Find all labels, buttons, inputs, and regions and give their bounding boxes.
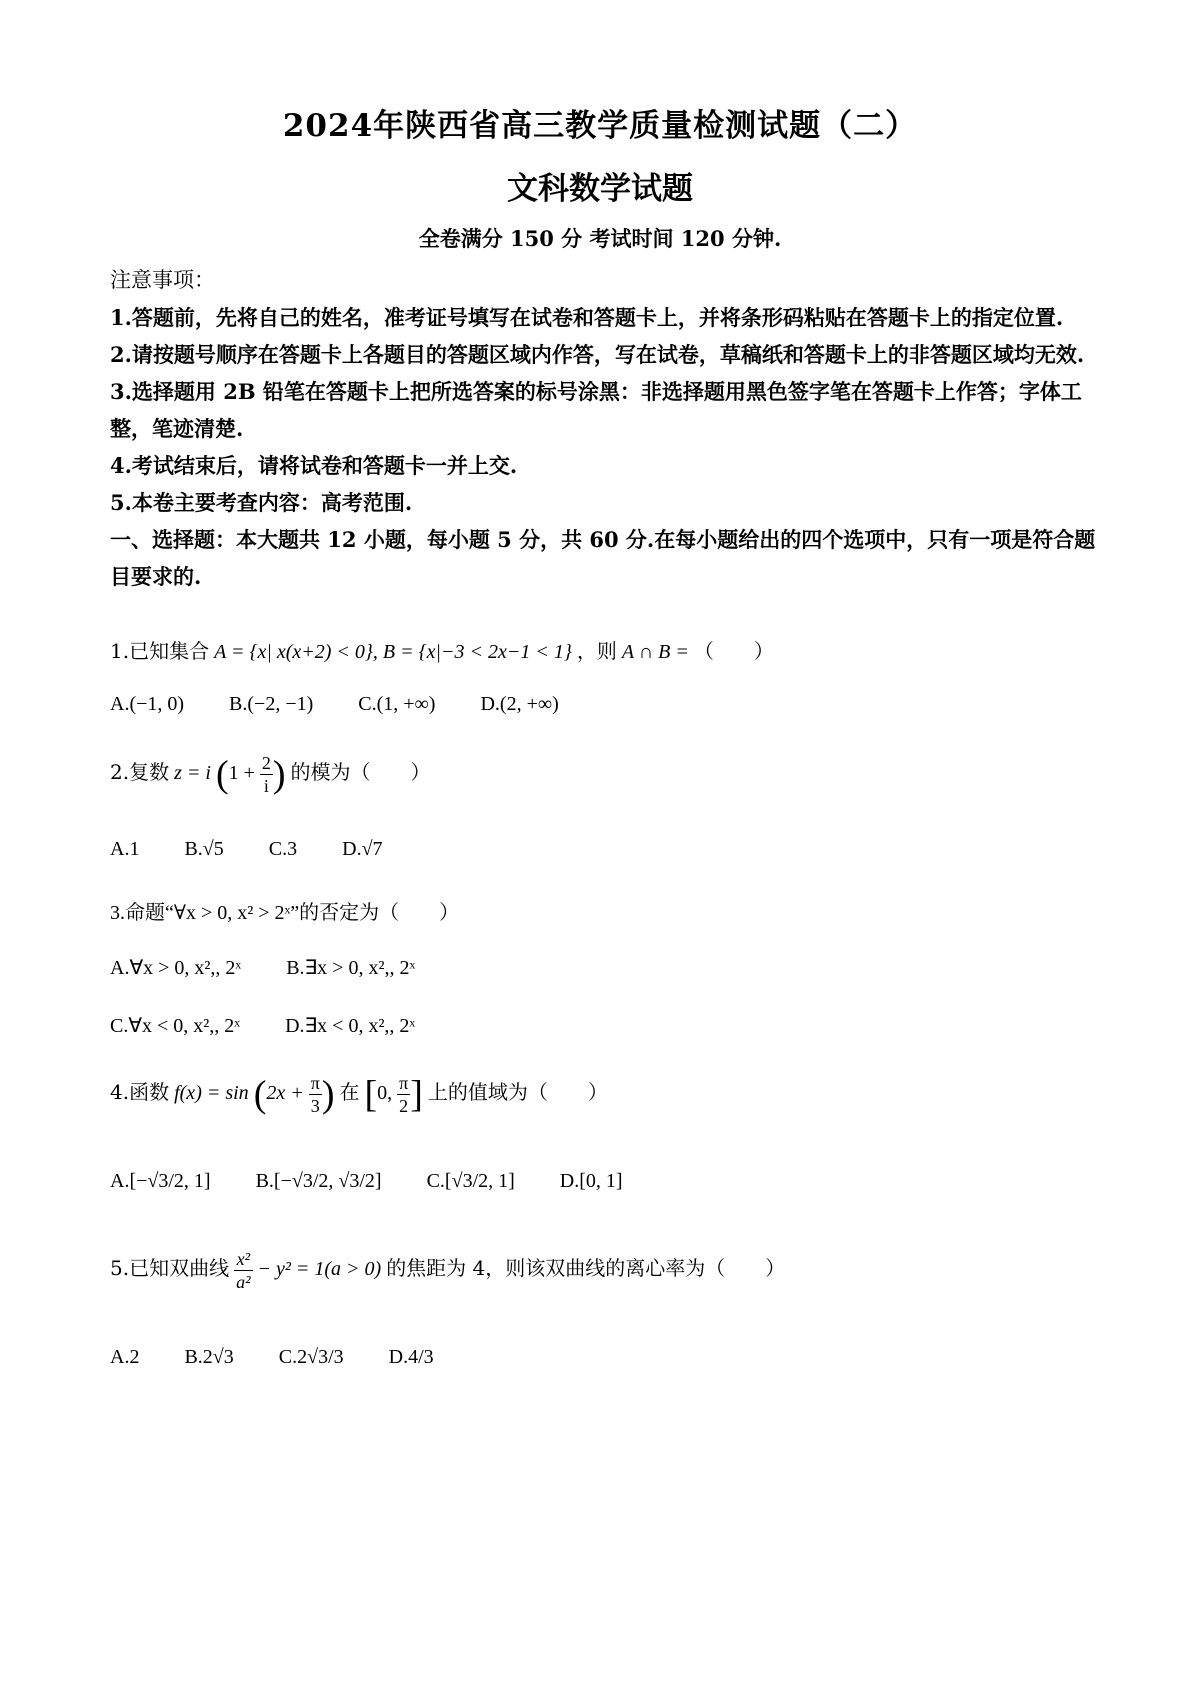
q5-options (110, 1346, 474, 1369)
q5-option-c[interactable]: C.2√3/3 (278, 1346, 344, 1368)
q5-option-b[interactable]: B.2√3 (184, 1346, 234, 1368)
note-item-1: 1.答题前，先将自己的姓名，准考证号填写在试卷和答题卡上，并将条形码粘贴在答题卡上的指定位置. (110, 305, 1064, 330)
q5-option-a[interactable]: A.2 (110, 1346, 140, 1368)
question-2: 2.复数 z = i (1 + $\frac{2}{i}$ ) 的模为（ ） (110, 753, 431, 796)
note-item-4: 4.考试结束后，请将试卷和答题卡一并上交. (110, 453, 518, 478)
q2-option-b[interactable]: B.√5 (184, 838, 224, 860)
q3-option-d[interactable]: D.∃x < 0, x²,, 2ˣ (285, 1015, 416, 1037)
question-1: 1.已知集合 A = {x| x(x+2) < 0}, B = {x|−3 < 2x−1 < 1} ，则 A ∩ B = （ ） (110, 639, 774, 663)
q1-option-b[interactable]: B.(−2, −1) (229, 693, 314, 715)
notes-heading: 注意事项： (110, 268, 215, 292)
q2-option-c[interactable]: C.3 (268, 838, 298, 860)
q1-options (110, 693, 599, 716)
q2-options (110, 838, 423, 861)
q4-option-a[interactable]: A.[−√3/2, 1] (110, 1170, 211, 1192)
q1-expr: A ∩ B = (621, 641, 689, 663)
q3-option-c[interactable]: C.∀x < 0, x²,, 2ˣ (110, 1015, 241, 1037)
q2-fraction: $\frac{2}{i}$ (261, 753, 271, 796)
q1-sets: A = {x| x(x+2) < 0}, B = {x|−3 < 2x−1 < 1} (214, 641, 572, 663)
note-item-2: 2.请按题号顺序在答题卡上各题目的答题区域内作答，写在试卷，草稿纸和答题卡上的非答题区域均无效. (110, 342, 1085, 367)
q4-option-c[interactable]: C.[√3/2, 1] (426, 1170, 515, 1192)
q3-options-row2 (110, 1013, 455, 1038)
exam-info: 全卷满分 150 分 考试时间 120 分钟. (418, 226, 782, 251)
q3-option-b[interactable]: B.∃x > 0, x²,, 2ˣ (286, 957, 416, 979)
q3-options-row1 (110, 955, 455, 980)
q3-option-a[interactable]: A.∀x > 0, x²,, 2ˣ (110, 957, 242, 979)
exam-title: 2024年陕西省高三教学质量检测试题（二） (282, 108, 918, 144)
q4-options (110, 1170, 663, 1193)
note-item-3: 3.选择题用 2B 铅笔在答题卡上把所选答案的标号涂黑：非选择题用黑色签字笔在答题卡上作答；字体工整，笔迹清楚. (110, 379, 1082, 441)
q2-option-a[interactable]: A.1 (110, 838, 140, 860)
question-4: 4.函数 f(x) = sin (2x + $\frac{\pi}{3}$ ) 在 [0, $\frac{\pi}{2}$ ] 上的值域为（ ） (110, 1073, 608, 1116)
q1-option-c[interactable]: C.(1, +∞) (358, 693, 436, 715)
q1-option-a[interactable]: A.(−1, 0) (110, 693, 185, 715)
q4-option-d[interactable]: D.[0, 1] (559, 1170, 623, 1192)
q1-option-d[interactable]: D.(2, +∞) (480, 693, 559, 715)
q5-option-d[interactable]: D.4/3 (388, 1346, 434, 1368)
exam-subject: 文科数学试题 (507, 171, 693, 207)
q4-option-b[interactable]: B.[−√3/2, √3/2] (255, 1170, 382, 1192)
note-item-5: 5.本卷主要考查内容：高考范围. (110, 490, 413, 515)
notes-section (110, 262, 1100, 595)
q2-option-d[interactable]: D.√7 (342, 838, 383, 860)
question-5: 5.已知双曲线 $\frac{\text{x²}}{\text{a²}}$ − y² = 1(a > 0) 的焦距为 4，则该双曲线的离心率为（ ） (110, 1249, 786, 1292)
section-heading: 一、选择题：本大题共 12 小题，每小题 5 分，共 60 分.在每小题给出的四个选项中，只有一项是符合题目要求的. (110, 527, 1096, 589)
question-3: 3.命题“∀x > 0, x² > 2ˣ”的否定为（ ） (110, 902, 460, 924)
